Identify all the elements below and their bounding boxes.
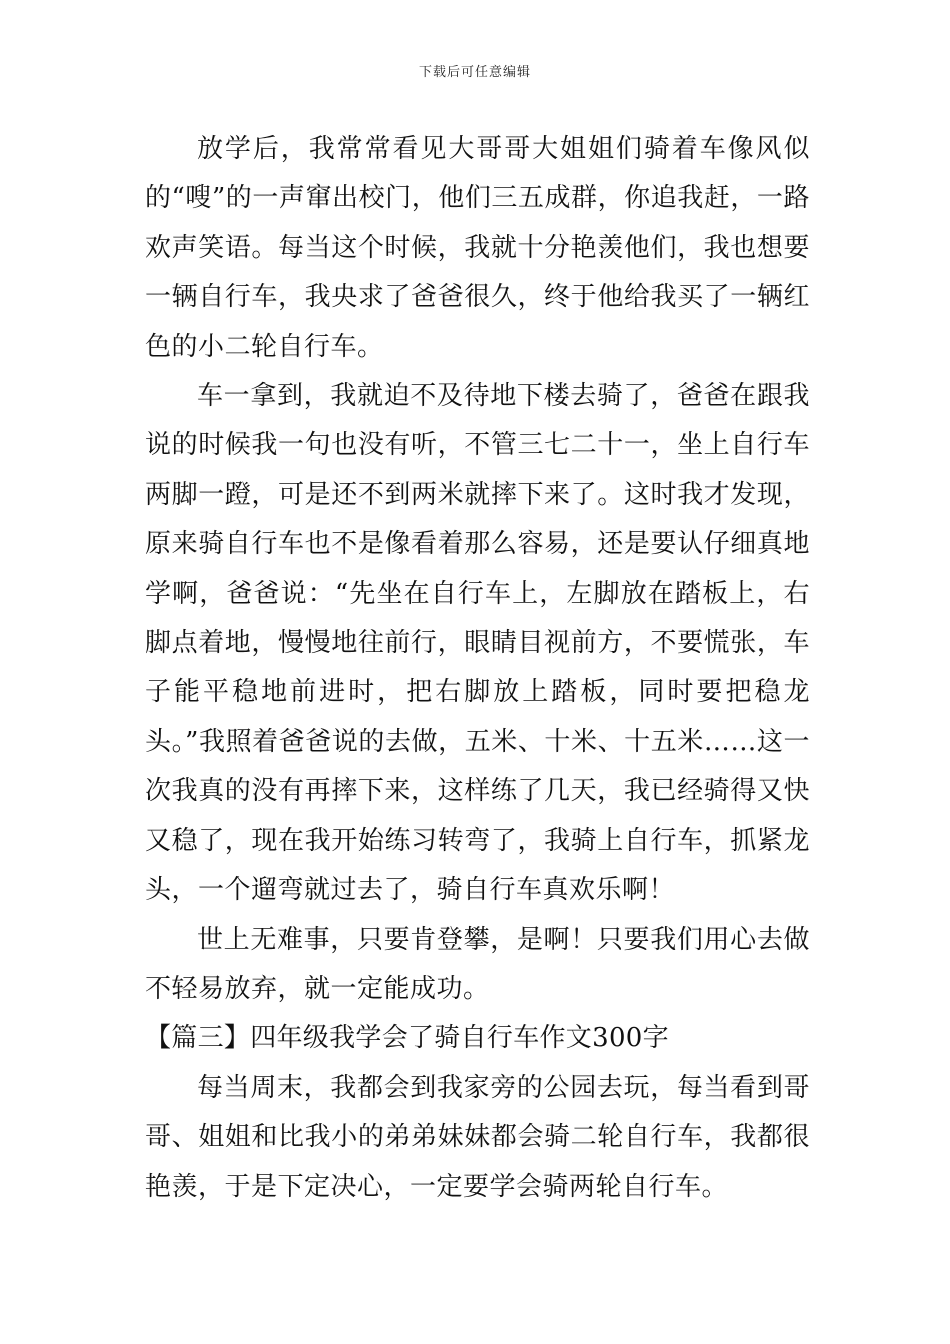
page-header: 下载后可任意编辑 xyxy=(418,65,531,80)
section-paragraph-1: 每当周末，我都会到我家旁的公园去玩，每当看到哥哥、姐姐和比我小的弟弟妹妹都会骑二轮自行车，我都很艳羡，于是下定决心，一定要学会骑两轮自行车。 xyxy=(145,1072,810,1202)
paragraph-3: 世上无难事，只要肯登攀，是啊！只要我们用心去做不轻易放弃，就一定能成功。 xyxy=(145,924,810,1004)
document-body xyxy=(145,125,810,1212)
paragraph-2: 车一拿到，我就迫不及待地下楼去骑了，爸爸在跟我说的时候我一句也没有听，不管三七二十一，坐上自行车两脚一蹬，可是还不到两米就摔下来了。这时我才发现，原来骑自行车也不是像看着那么容易，还是要认仔细真地学啊，爸爸说：“先坐在自行车上，左脚放在踏板上，右脚点着地，慢慢地往前行，眼睛目视前方，不要慌张，车子能平稳地前进时，把右脚放上踏板，同时要把稳龙头。”我照着爸爸说的去做，五米、十米、十五米……这一次我真的没有再摔下来，这样练了几天，我已经骑得又快又稳了，现在我开始练习转弯了，我骑上自行车，抓紧龙头，一个遛弯就过去了，骑自行车真欢乐啊！ xyxy=(145,381,810,906)
section-title: 【篇三】四年级我学会了骑自行车作文300字 xyxy=(145,1023,669,1054)
paragraph-1: 放学后，我常常看见大哥哥大姐姐们骑着车像风似的“嗖”的一声窜出校门，他们三五成群，你追我赶，一路欢声笑语。每当这个时候，我就十分艳羡他们，我也想要一辆自行车，我央求了爸爸很久，终于他给我买了一辆红色的小二轮自行车。 xyxy=(145,134,810,362)
